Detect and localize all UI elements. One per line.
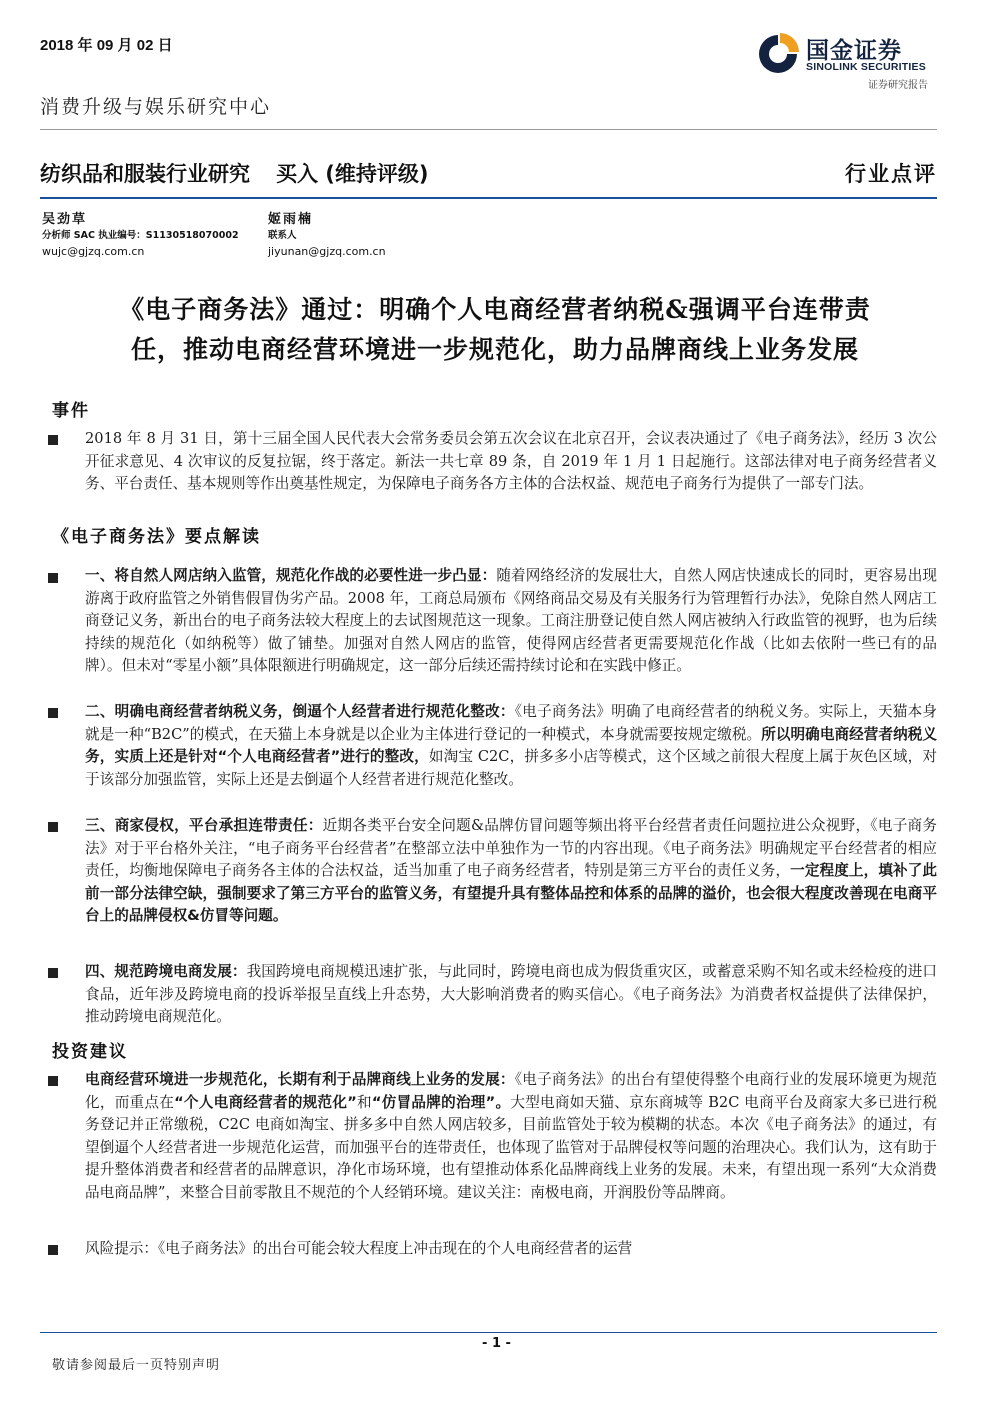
- analyst-block-1: [42, 212, 239, 260]
- advice-body: 大型电商如天猫、京东商城等 B2C 电商平台及商家大多已进行税务登记并正常缴税，C2C 电商如淘宝、拼多多中自然人网店较多，目前监管处于较为模糊的状态。本次《电子商务法》的通过，有望倒逼个人经营者进一步规范化运营，而加强平台的连带责任，也体现了监管对于品牌侵权等问题的治理决心。我们认为，这有助于提升整体消费者和经营者的品牌意识，净化市场环境，也有望推动体系化品牌商线上业务的发展。未来，有望出现一系列“大众消费品电商品牌”，来整合目前零散且不规范的个人经销环境。建议关注：南极电商，开润股份等品牌商。: [85, 1093, 937, 1201]
- bullet-icon: [48, 968, 58, 978]
- page-number: - 1 -: [482, 1336, 511, 1351]
- risk-paragraph: 风险提示：《电子商务法》的出台可能会较大程度上冲击现在的个人电商经营者的运营: [85, 1240, 633, 1257]
- sinolink-logo-icon: [756, 32, 800, 76]
- logo-chinese-name: 国金证券: [806, 38, 902, 64]
- analyst-email: wujc@gjzq.com.cn: [42, 245, 145, 258]
- research-center: 消费升级与娱乐研究中心: [40, 96, 272, 118]
- point-body: 如淘宝 C2C，拼多多小店等模式，这个区域之前很大程度上属于灰色区域，对于该部分加强监管，实际上还是去倒逼个人经营者进行规范化整改。: [85, 748, 937, 788]
- industry-label: 纺织品和服装行业研究: [40, 162, 250, 186]
- footer-divider: [40, 1332, 937, 1333]
- bullet-icon: [48, 1076, 58, 1086]
- point-emphasis: 所以明确电商经营者纳税义务，实质上还是针对“个人电商经营者”进行的整改，: [85, 725, 937, 765]
- point-lead: 二、明确电商经营者纳税义务，倒逼个人经营者进行规范化整改：: [85, 703, 515, 720]
- point-body: 我国跨境电商规模迅速扩张，与此同时，跨境电商也成为假货重灾区，或蓄意采购不知名或未经检疫的进口食品，近年涉及跨境电商的投诉举报呈直线上升态势，大大影响消费者的购买信心。《电子商务法》为消费者权益提供了法律保护，推动跨境电商规范化。: [85, 963, 937, 1025]
- section-heading-advice: 投资建议: [52, 1042, 128, 1062]
- analyst-role: 分析师 SAC 执业编号：S1130518070002: [42, 230, 239, 241]
- point-lead: 三、商家侵权，平台承担连带责任：: [85, 817, 323, 834]
- title-line: 任，推动电商经营环境进一步规范化，助力品牌商线上业务发展: [130, 335, 859, 364]
- section-heading-analysis: 《电子商务法》要点解读: [52, 527, 261, 547]
- footer-disclaimer: 敬请参阅最后一页特别声明: [52, 1358, 221, 1373]
- analysis-point-3: [85, 815, 937, 928]
- bullet-icon: [48, 1245, 58, 1255]
- point-body: 《电子商务法》明确了电商经营者的纳税义务。实际上，天猫本身就是一种“B2C”的模式，在天猫上本身就是以企业为主体进行登记的一种模式，本身就需要按规定缴税。: [85, 703, 937, 743]
- report-date: 2018 年 09 月 02 日: [40, 37, 173, 54]
- analysis-point-1: [85, 565, 937, 678]
- point-emphasis: 一定程度上，填补了此前一部分法律空缺，强制要求了第三方平台的监管义务，有望提升具有整体品控和体系的品牌的溢价，也会很大程度改善现在电商平台上的品牌侵权&仿冒等问题。: [85, 862, 937, 924]
- analyst-block-2: [268, 212, 386, 260]
- analyst-email: jiyunan@gjzq.com.cn: [268, 245, 386, 258]
- advice-emphasis: “仿冒品牌的治理”。: [371, 1093, 511, 1111]
- analyst-name: 姬雨楠: [268, 212, 314, 227]
- event-paragraph: 2018 年 8 月 31 日，第十三届全国人民代表大会常务委员会第五次会议在北京召开，会议表决通过了《电子商务法》，经历 3 次公开征求意见、4 次审议的反复拉锯，终于落定。新法一共七章 89 条，自 2019 年 1 月 1 日起施行。这部法律对电子商务经营者义务、平台责任、基本规则等作出奠基性规定，为保障电子商务各方主体的合法权益、规范电子商务行为提供了一部专门法。: [85, 430, 937, 492]
- report-heading: [40, 158, 455, 188]
- heading-divider: [40, 197, 937, 199]
- sinolink-logo: [756, 30, 946, 90]
- bullet-icon: [48, 822, 58, 832]
- point-lead: 四、规范跨境电商发展：: [85, 963, 247, 980]
- section-heading-event: 事件: [52, 401, 90, 421]
- advice-emphasis: “个人电商经营者的规范化”: [174, 1093, 357, 1111]
- bullet-icon: [48, 435, 58, 445]
- point-body: 随着网络经济的发展壮大，自然人网店快速成长的同时，更容易出现游离于政府监管之外销售假冒伪劣产品。2008 年，工商总局颁布《网络商品交易及有关服务行为管理暂行办法》，免除自然人网店工商登记义务，新出台的电子商务法较大程度上的去试图规范这一现象。工商注册登记使自然人网店被纳入行政监管的视野，也为后续持续的规范化（如纳税等）做了铺垫。加强对自然人网店的监管，使得网店经营者更需要规范化作战（比如去依附一些已有的品牌）。但未对“零星小额”具体限额进行明确规定，这一部分后续还需持续讨论和在实践中修正。: [85, 567, 937, 674]
- title-line: 《电子商务法》通过：明确个人电商经营者纳税&强调平台连带责: [119, 295, 871, 324]
- report-title: [50, 290, 940, 370]
- bullet-icon: [48, 708, 58, 718]
- rating-label: 买入 (维持评级): [276, 162, 429, 186]
- point-body: 近期各类平台安全问题&品牌仿冒问题等频出将平台经营者责任问题拉进公众视野，《电子商务法》对于平台格外关注，“电子商务平台经营者”在整部立法中单独作为一节的内容出现。《电子商务法》明确规定平台经营者的相应责任，均衡地保障电子商务各主体的合法权益，适当加重了电子商务经营者，特别是第三方平台的责任义务，: [85, 817, 937, 879]
- analyst-name: 吴劲草: [42, 212, 88, 227]
- advice-lead: 电商经营环境进一步规范化，长期有利于品牌商线上业务的发展：: [85, 1071, 515, 1088]
- analyst-role: 联系人: [268, 230, 297, 241]
- bullet-icon: [48, 573, 58, 583]
- logo-english-name: SINOLINK SECURITIES: [806, 61, 926, 73]
- advice-paragraph: [85, 1069, 937, 1204]
- header-divider: [40, 129, 937, 130]
- analysis-point-4: [85, 961, 937, 1029]
- analysis-point-2: [85, 701, 937, 791]
- logo-subtitle: 证券研究报告: [868, 80, 928, 91]
- report-type: 行业点评: [845, 161, 937, 186]
- advice-body: 《电子商务法》的出台有望使得整个电商行业的发展环境更为规范化，而重点在: [85, 1071, 937, 1111]
- advice-body: 和: [356, 1093, 372, 1111]
- point-lead: 一、将自然人网店纳入监管，规范化作战的必要性进一步凸显：: [85, 567, 497, 584]
